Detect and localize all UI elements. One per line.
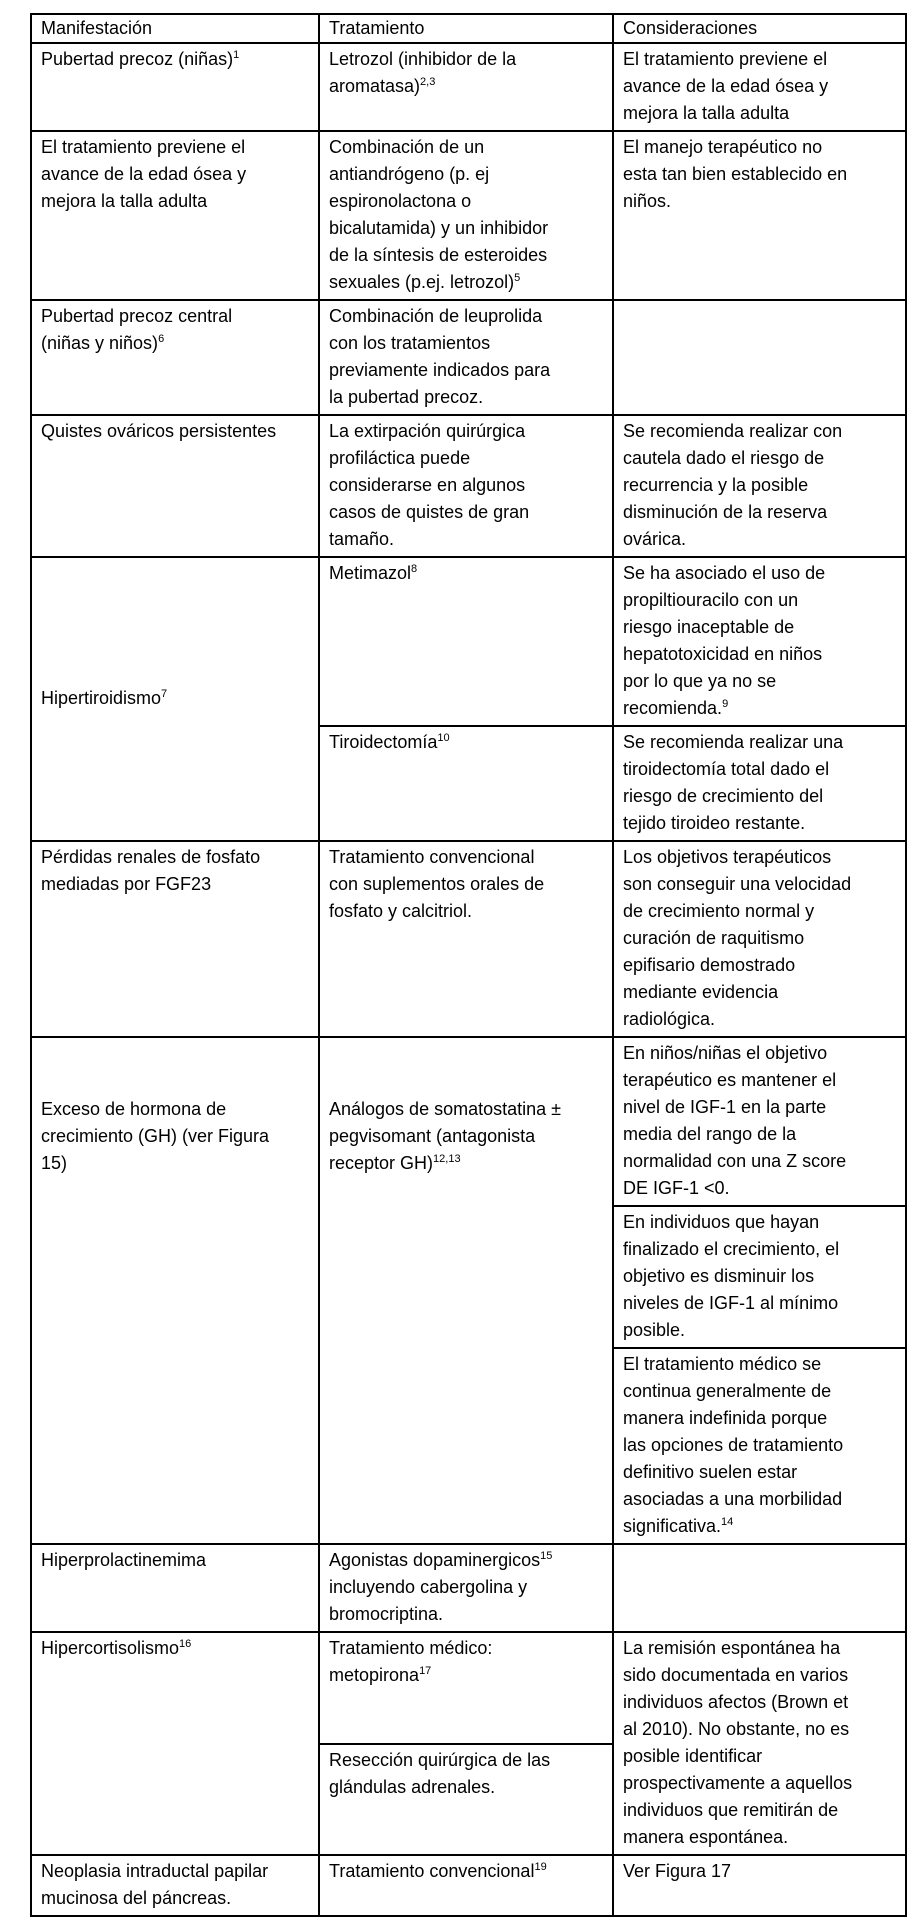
cell-tratamiento: Análogos de somatostatina ± pegvisomant (antagonista receptor GH)$^{12,13}$ — [319, 1037, 613, 1544]
cell-consideraciones: El tratamiento previene el avance de la edad ósea y mejora la talla adulta — [613, 43, 906, 131]
header-tratamiento: Tratamiento — [319, 14, 613, 43]
cell-consideraciones: Ver Figura 17 — [613, 1855, 906, 1916]
cell-tratamiento: Letrozol (inhibidor de la aromatasa)$^{2,3}$ — [319, 43, 613, 131]
cell-manifestacion: Exceso de hormona de crecimiento (GH) (ver Figura 15) — [31, 1037, 319, 1544]
cell-tratamiento: Metimazol$^8$ — [319, 557, 613, 726]
table-row — [31, 43, 906, 131]
cell-manifestacion: Pérdidas renales de fosfato mediadas por FGF23 — [31, 841, 319, 1037]
header-consideraciones: Consideraciones — [613, 14, 906, 43]
cell-manifestacion: Quistes ováricos persistentes — [31, 415, 319, 557]
cell-consideraciones: Se recomienda realizar con cautela dado el riesgo de recurrencia y la posible disminución de la reserva ovárica. — [613, 415, 906, 557]
cell-consideraciones — [613, 300, 906, 415]
cell-tratamiento: Tratamiento convencional con suplementos orales de fosfato y calcitriol. — [319, 841, 613, 1037]
table-row — [31, 131, 906, 300]
cell-consideraciones — [613, 1544, 906, 1632]
treatment-table — [30, 13, 907, 1917]
cell-consideraciones: En niños/niñas el objetivo terapéutico es mantener el nivel de IGF-1 en la parte media del rango de la normalidad con una Z score DE IGF-1 <0. — [613, 1037, 906, 1206]
cell-tratamiento: Tiroidectomía$^{10}$ — [319, 726, 613, 841]
table-row — [31, 1544, 906, 1632]
cell-tratamiento: Combinación de leuprolida con los tratamientos previamente indicados para la pubertad precoz. — [319, 300, 613, 415]
table-row — [31, 841, 906, 1037]
cell-consideraciones: En individuos que hayan finalizado el crecimiento, el objetivo es disminuir los niveles de IGF-1 al mínimo posible. — [613, 1206, 906, 1348]
header-row — [31, 14, 906, 43]
table-row — [31, 557, 906, 726]
cell-manifestacion: Hiperprolactinemima — [31, 1544, 319, 1632]
cell-tratamiento: La extirpación quirúrgica profiláctica puede considerarse en algunos casos de quistes de gran tamaño. — [319, 415, 613, 557]
cell-consideraciones: El manejo terapéutico no esta tan bien establecido en niños. — [613, 131, 906, 300]
cell-consideraciones: Se recomienda realizar una tiroidectomía total dado el riesgo de crecimiento del tejido tiroideo restante. — [613, 726, 906, 841]
table-row — [31, 1855, 906, 1916]
cell-tratamiento: Tratamiento convencional$^{19}$ — [319, 1855, 613, 1916]
cell-consideraciones: Se ha asociado el uso de propiltiouracilo con un riesgo inaceptable de hepatotoxicidad en niños por lo que ya no se recomienda.$^9$ — [613, 557, 906, 726]
table-row — [31, 300, 906, 415]
cell-manifestacion: Pubertad precoz central (niñas y niños)$^6$ — [31, 300, 319, 415]
cell-consideraciones: El tratamiento médico se continua generalmente de manera indefinida porque las opciones de tratamiento definitivo suelen estar asociadas a una morbilidad significativa.$^{14}$ — [613, 1348, 906, 1544]
cell-tratamiento: Combinación de un antiandrógeno (p. ej espironolactona o bicalutamida) y un inhibidor de la síntesis de esteroides sexuales (p.ej. letrozol)$^5$ — [319, 131, 613, 300]
cell-manifestacion: Pubertad precoz (niñas)$^1$ — [31, 43, 319, 131]
cell-tratamiento: Resección quirúrgica de las glándulas adrenales. — [319, 1744, 613, 1856]
table-row — [31, 1632, 906, 1744]
cell-consideraciones: La remisión espontánea ha sido documentada en varios individuos afectos (Brown et al 2010). No obstante, no es posible identificar prospectivamente a aquellos individuos que remitirán de manera espontánea. — [613, 1632, 906, 1855]
table-row — [31, 415, 906, 557]
cell-manifestacion: Hipercortisolismo$^{16}$ — [31, 1632, 319, 1855]
cell-manifestacion: Hipertiroidismo$^7$ — [31, 557, 319, 841]
cell-tratamiento: Tratamiento médico: metopirona$^{17}$ — [319, 1632, 613, 1744]
cell-tratamiento: Agonistas dopaminergicos$^{15}$ incluyendo cabergolina y bromocriptina. — [319, 1544, 613, 1632]
cell-manifestacion: El tratamiento previene el avance de la edad ósea y mejora la talla adulta — [31, 131, 319, 300]
table-row — [31, 1037, 906, 1206]
cell-manifestacion: Neoplasia intraductal papilar mucinosa del páncreas. — [31, 1855, 319, 1916]
header-manifestacion: Manifestación — [31, 14, 319, 43]
cell-consideraciones: Los objetivos terapéuticos son conseguir una velocidad de crecimiento normal y curación de raquitismo epifisario demostrado mediante evidencia radiológica. — [613, 841, 906, 1037]
